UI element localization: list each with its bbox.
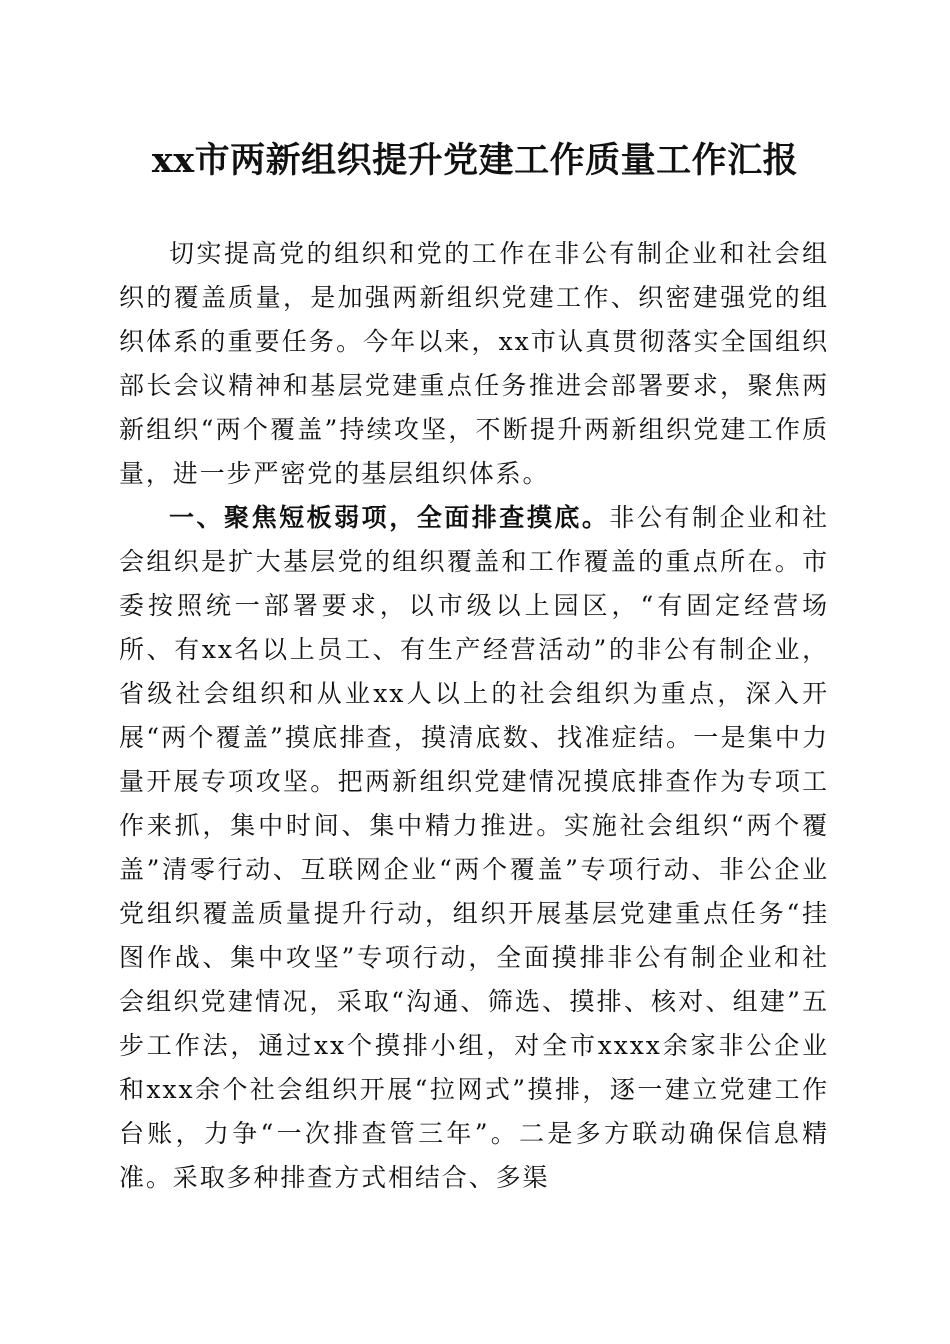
section-1-text: 非公有制企业和社会组织是扩大基层党的组织覆盖和工作覆盖的重点所在。市委按照统一部署要求，以市级以上园区，“有固定经营场所、有xx名以上员工、有生产经营活动”的非公有制企业，省级社会组织和从业xx人以上的社会组织为重点，深入开展“两个覆盖”摸底排查，摸清底数、找准症结。一是集中力量开展专项攻坚。把两新组织党建情况摸底排查作为专项工作来抓，集中时间、集中精力推进。实施社会组织“两个覆盖”清零行动、互联网企业“两个覆盖”专项行动、非公企业党组织覆盖质量提升行动，组织开展基层党建重点任务“挂图作战、集中攻坚”专项行动，全面摸排非公有制企业和社会组织党建情况，采取“沟通、筛选、摸排、核对、组建”五步工作法，通过xx个摸排小组，对全市xxxx余家非公企业和xxx余个社会组织开展“拉网式”摸排，逐一建立党建工作台账，力争“一次排查管三年”。二是多方联动确保信息精准。采取多种排查方式相结合、多渠 [119,503,830,1192]
document-title: xx市两新组织提升党建工作质量工作汇报 [151,140,799,181]
intro-paragraph: 切实提高党的组织和党的工作在非公有制企业和社会组织的覆盖质量，是加强两新组织党建工作、织密建强党的组织体系的重要任务。今年以来，xx市认真贯彻落实全国组织部长会议精神和基层党建重点任务推进会部署要求，聚焦两新组织“两个覆盖”持续攻坚，不断提升两新组织党建工作质量，进一步严密党的基层组织体系。 [119,239,829,488]
document-body [119,232,829,1200]
section-1-heading: 一、聚焦短板弱项，全面排查摸底。 [169,503,610,532]
section-1-paragraph [119,496,829,1200]
